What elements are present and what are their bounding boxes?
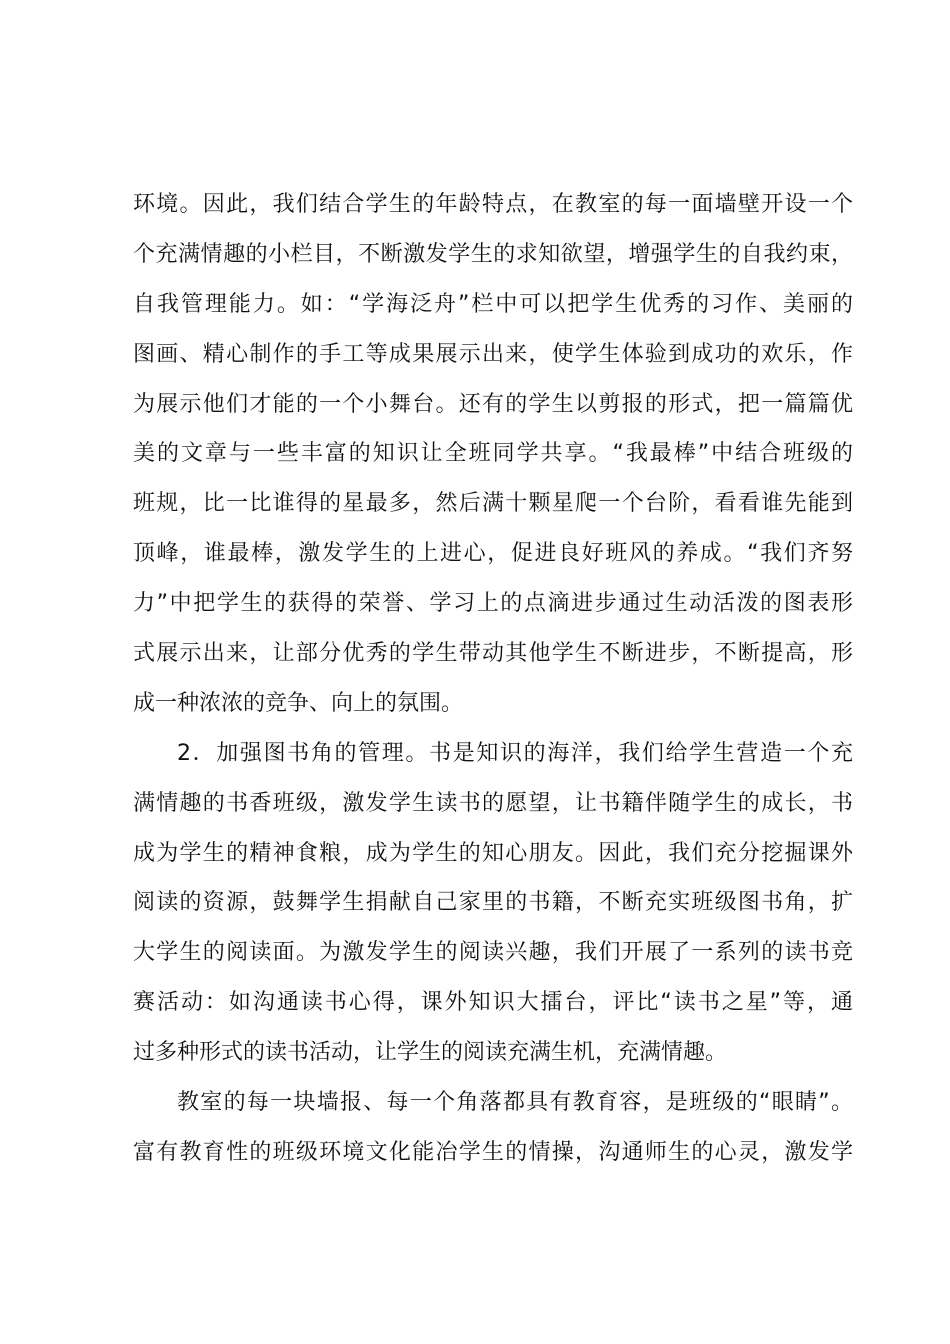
paragraph xyxy=(133,729,853,1078)
text-line: 顶峰，谁最棒，激发学生的上进心，促进良好班风的养成。“我们齐努 xyxy=(133,541,853,567)
text-line: 成为学生的精神食粮，成为学生的知心朋友。因此，我们充分挖掘课外 xyxy=(133,840,853,866)
text-line: 大学生的阅读面。为激发学生的阅读兴趣，我们开展了一系列的读书竞 xyxy=(133,940,853,966)
text-line: 力”中把学生的获得的荣誉、学习上的点滴进步通过生动活泼的图表形 xyxy=(133,591,853,617)
text-line: 美的文章与一些丰富的知识让全班同学共享。“我最棒”中结合班级的 xyxy=(133,441,853,467)
text-line: 教室的每一块墙报、每一个角落都具有教育容，是班级的“眼睛”。 xyxy=(177,1090,853,1116)
body-text xyxy=(133,180,853,1178)
text-line: 过多种形式的读书活动，让学生的阅读充满生机，充满情趣。 xyxy=(133,1040,728,1066)
text-line: 自我管理能力。如：“学海泛舟”栏中可以把学生优秀的习作、美丽的 xyxy=(133,291,853,317)
text-line: 为展示他们才能的一个小舞台。还有的学生以剪报的形式，把一篇篇优 xyxy=(133,391,853,417)
paragraph xyxy=(133,180,853,729)
text-line: 班规，比一比谁得的星最多，然后满十颗星爬一个台阶，看看谁先能到 xyxy=(133,491,853,517)
text-line: 满情趣的书香班级，激发学生读书的愿望，让书籍伴随学生的成长，书 xyxy=(133,790,853,816)
text-line: 图画、精心制作的手工等成果展示出来，使学生体验到成功的欢乐，作 xyxy=(133,341,853,367)
text-line: 环境。因此，我们结合学生的年龄特点，在教室的每一面墙壁开设一个 xyxy=(133,192,853,217)
text-line: 2．加强图书角的管理。书是知识的海洋，我们给学生营造一个充 xyxy=(177,740,853,766)
text-line: 式展示出来，让部分优秀的学生带动其他学生不断进步，不断提高，形 xyxy=(133,641,853,667)
text-line: 赛活动：如沟通读书心得，课外知识大擂台，评比“读书之星”等，通 xyxy=(133,990,853,1016)
text-line: 富有教育性的班级环境文化能冶学生的情操，沟通师生的心灵，激发学 xyxy=(133,1139,853,1165)
paragraph xyxy=(133,1078,853,1178)
text-line: 个充满情趣的小栏目，不断激发学生的求知欲望，增强学生的自我约束， xyxy=(133,241,853,267)
text-line: 阅读的资源，鼓舞学生捐献自己家里的书籍，不断充实班级图书角，扩 xyxy=(133,890,853,916)
text-line: 成一种浓浓的竞争、向上的氛围。 xyxy=(133,690,464,716)
